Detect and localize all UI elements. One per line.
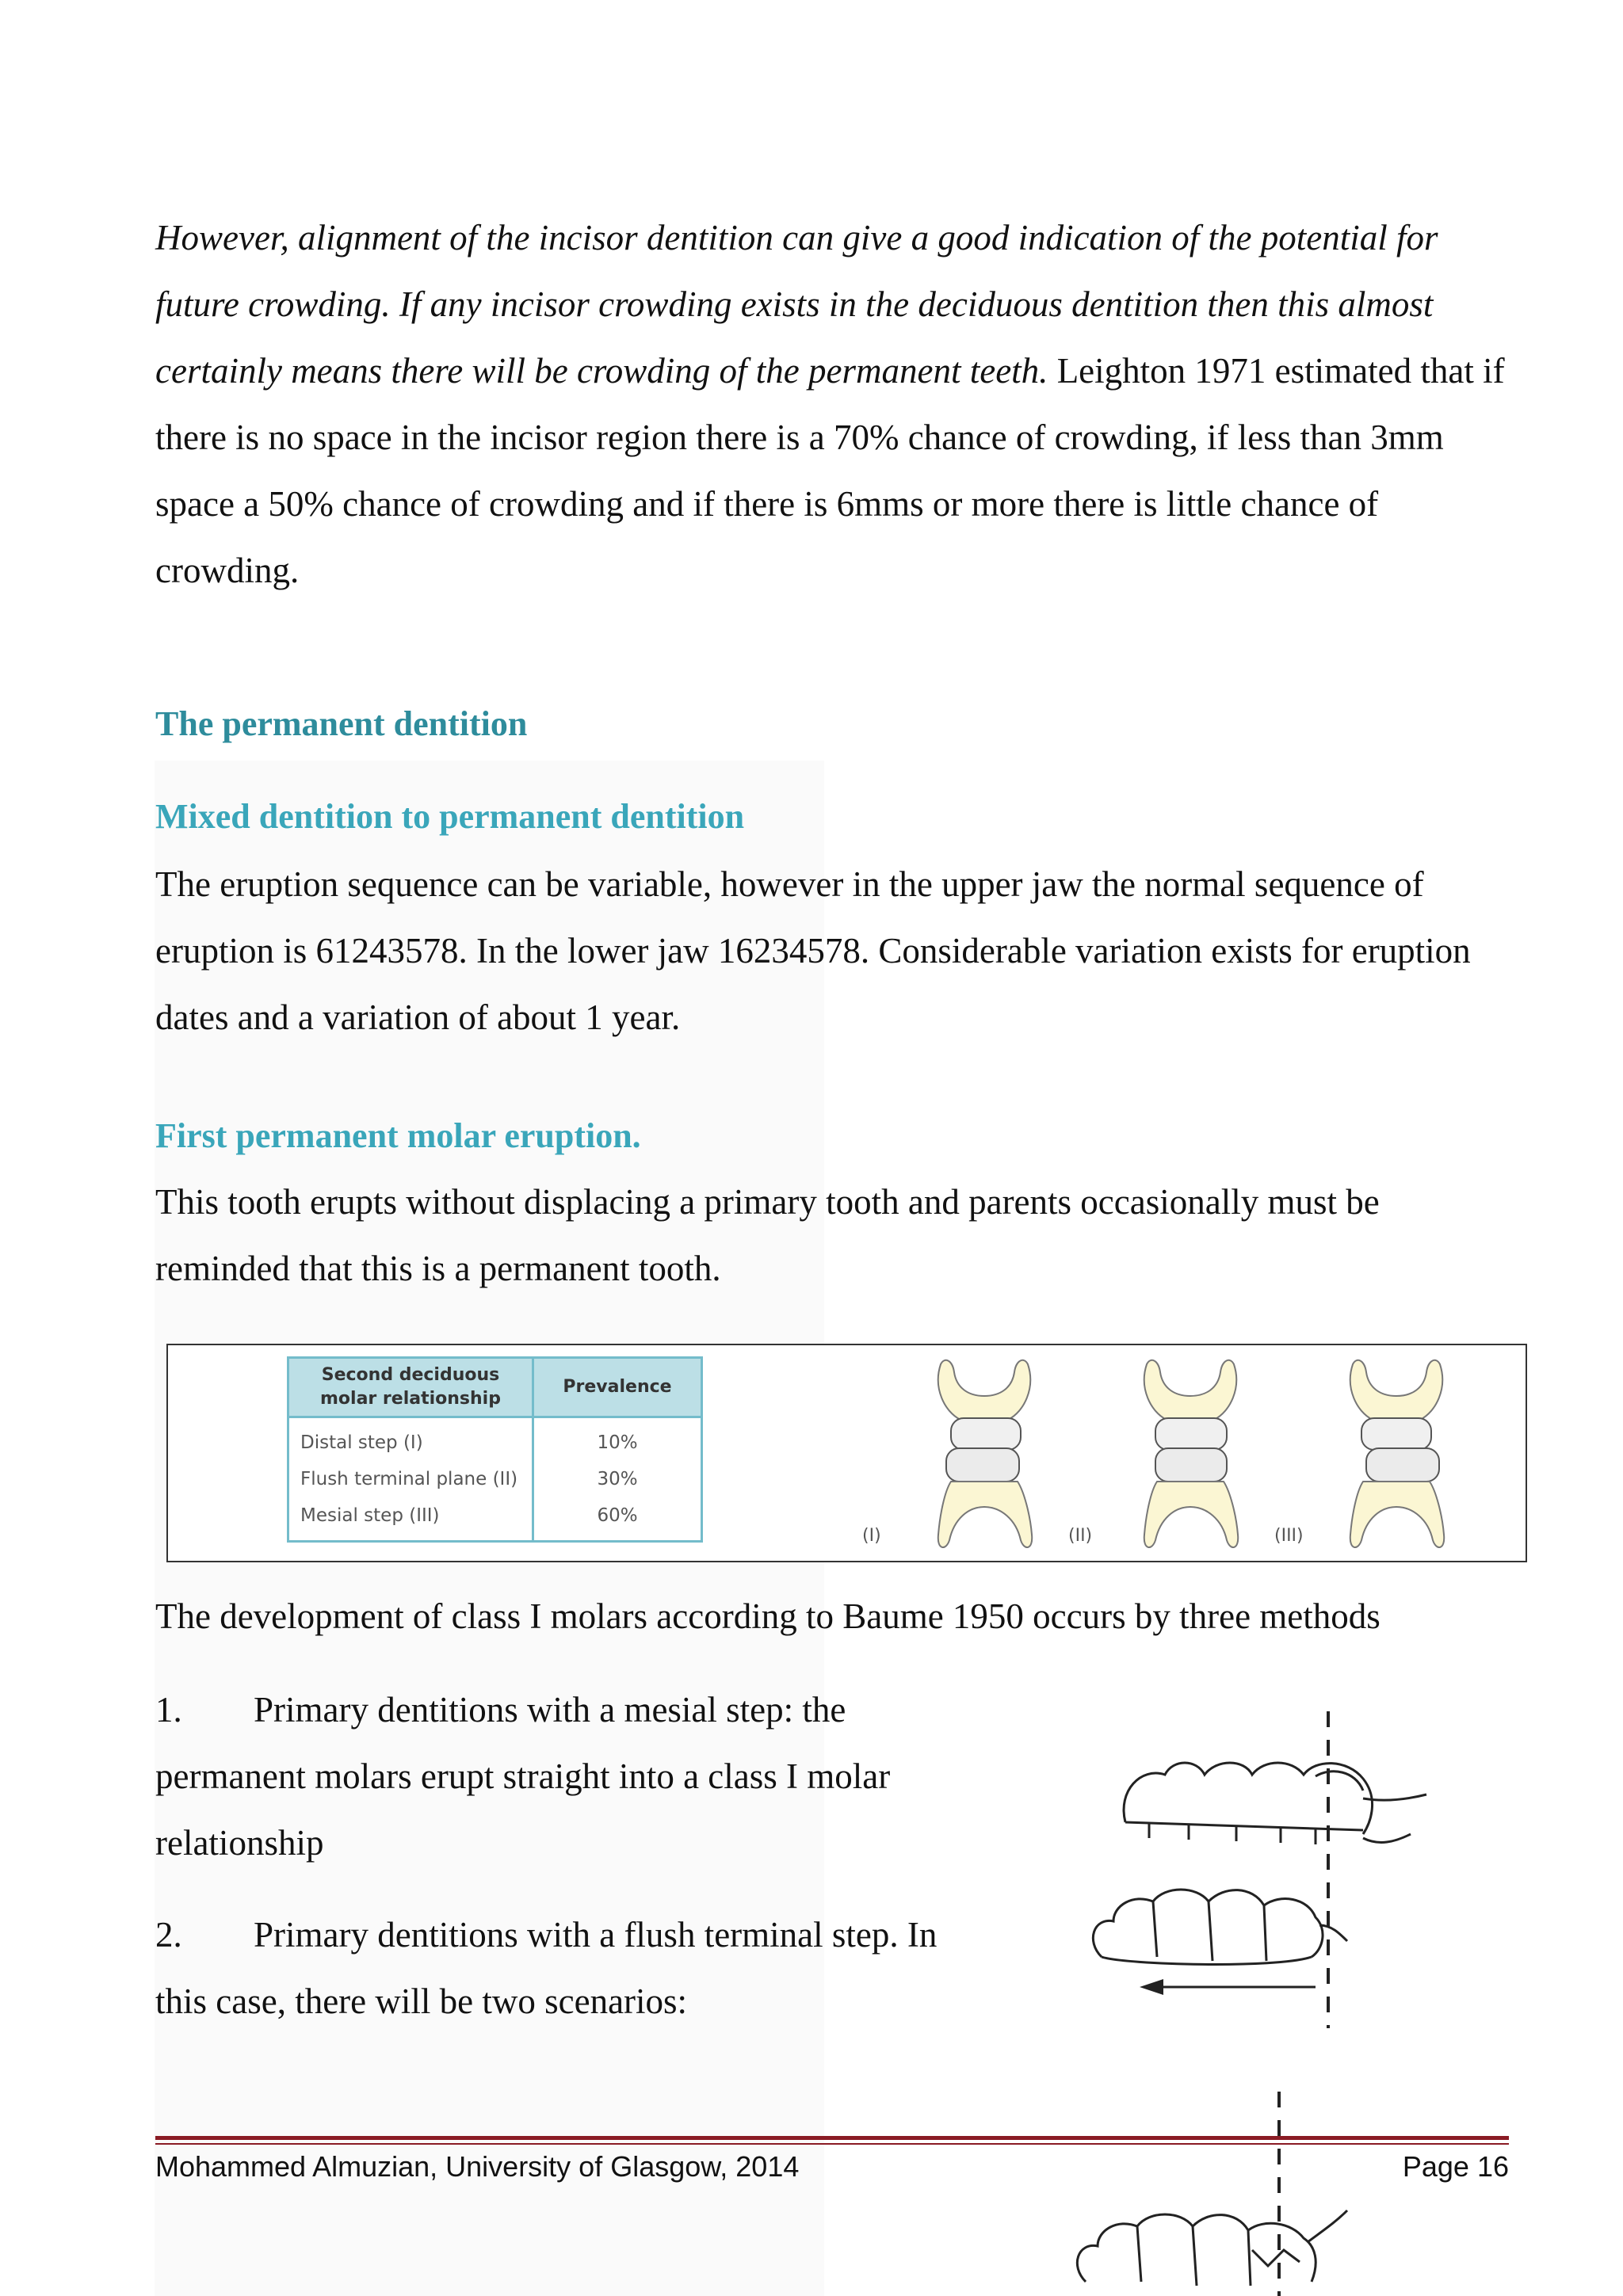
- molar-relationship-figure: [166, 1344, 1527, 1562]
- molar-mesial-step-sketch-icon: [1078, 1703, 1522, 2036]
- list-item-2-continuation: this case, there will be two scenarios:: [155, 1981, 688, 2021]
- paragraph-baume: The development of class I molars according to Baume 1950 occurs by three methods: [155, 1596, 1381, 1636]
- table-header-relationship: Second deciduous molar relationship: [288, 1358, 533, 1417]
- list-item-1-continuation: permanent molars erupt straight into a class I molar relationship: [155, 1756, 891, 1863]
- list-number-2: 2.: [155, 1915, 182, 1955]
- table-row: [288, 1497, 702, 1542]
- italic-statement: However, alignment of the incisor dentition can give a good indication of the potential for future crowding. If any incisor crowding exists in the deciduous dentition then this almost certainly means there will be crowding of the permanent teeth.: [155, 218, 1438, 391]
- tooth-pair-flush-terminal-icon: [1111, 1356, 1270, 1554]
- footer-rule-thick: [155, 2136, 1509, 2140]
- molar-flush-terminal-sketch-icon: [1062, 2092, 1506, 2296]
- figure-label-iii: (III): [1274, 1526, 1304, 1546]
- paragraph-first-molar: This tooth erupts without displacing a primary tooth and parents occasionally must be reminded that this is a permanent tooth.: [155, 1182, 1380, 1288]
- list-item-2-first-line: Primary dentitions with a flush terminal step. In: [254, 1915, 938, 1955]
- heading-first-molar: First permanent molar eruption.: [155, 1116, 641, 1155]
- paragraph-incisor-crowding: [155, 204, 1518, 604]
- tooth-pair-mesial-step-icon: [1317, 1356, 1476, 1554]
- footer-page-number: Page 16: [1402, 2150, 1509, 2183]
- leighton-statement: Leighton 1971 estimated that if there is no space in the incisor region there is a 70% chance of crowding, if less than 3mm space a 50% chance of crowding and if there is 6mms or more there is little chance of crowding.: [155, 351, 1505, 590]
- footer-rule-thin: [155, 2143, 1509, 2145]
- footer-author: Mohammed Almuzian, University of Glasgow, 2014: [155, 2150, 800, 2183]
- list-number-1: 1.: [155, 1690, 182, 1730]
- paragraph-eruption-sequence: The eruption sequence can be variable, however in the upper jaw the normal sequence of eruption is 61243578. In the lower jaw 16234578. Considerable variation exists for eruption dates and a variation of about 1 year.: [155, 864, 1471, 1037]
- row-value: 60%: [533, 1497, 702, 1542]
- figure-label-i: (I): [862, 1526, 881, 1546]
- list-item-1-first-line: Primary dentitions with a mesial step: the: [254, 1690, 846, 1730]
- row-value: 30%: [533, 1461, 702, 1497]
- heading-permanent-dentition: The permanent dentition: [155, 704, 528, 743]
- heading-mixed-dentition: Mixed dentition to permanent dentition: [155, 797, 745, 836]
- table-header-prevalence: Prevalence: [533, 1358, 702, 1417]
- table-row: [288, 1461, 702, 1497]
- row-label: Flush terminal plane (II): [288, 1461, 533, 1497]
- tooth-pair-distal-step-icon: [905, 1356, 1064, 1554]
- row-label: Distal step (I): [288, 1417, 533, 1462]
- molar-prevalence-table: [287, 1356, 703, 1543]
- table-row: [288, 1417, 702, 1462]
- figure-label-ii: (II): [1068, 1526, 1093, 1546]
- row-value: 10%: [533, 1417, 702, 1462]
- row-label: Mesial step (III): [288, 1497, 533, 1542]
